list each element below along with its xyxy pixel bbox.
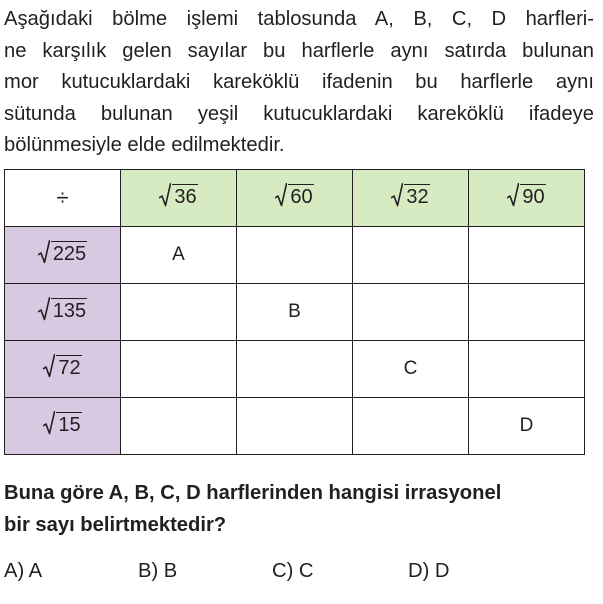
division-icon: ÷ <box>56 185 69 210</box>
question-line: Buna göre A, B, C, D harflerinden hangisi irrasyonel <box>4 482 502 504</box>
table-cell <box>237 284 353 341</box>
radical-icon <box>507 183 519 207</box>
table-cell <box>469 227 585 284</box>
square-root-expression <box>507 183 545 207</box>
row-header-cell <box>5 227 121 284</box>
radical-icon <box>391 183 403 207</box>
table-cell <box>469 398 585 455</box>
row-header-cell <box>5 284 121 341</box>
column-header-cell <box>121 170 237 227</box>
row-header-cell <box>5 398 121 455</box>
square-root-expression <box>275 183 313 207</box>
radical-icon <box>43 411 55 435</box>
table-header-row <box>5 170 585 227</box>
table-row <box>5 284 585 341</box>
table-cell <box>469 341 585 398</box>
column-header-cell <box>353 170 469 227</box>
problem-line: bölünmesiyle elde edilmektedir. <box>4 134 285 156</box>
answer-options <box>4 560 594 590</box>
cell-letter: D <box>519 415 534 436</box>
radicand: 90 <box>522 186 545 208</box>
square-root-expression <box>38 240 87 264</box>
table-cell <box>353 227 469 284</box>
table-cell <box>121 227 237 284</box>
cell-letter: C <box>403 358 418 379</box>
radicand: 72 <box>58 357 81 379</box>
table-cell <box>121 398 237 455</box>
question-line: bir sayı belirtmektedir? <box>4 513 227 536</box>
option-b[interactable]: B) B <box>138 560 178 582</box>
table-cell <box>121 284 237 341</box>
option-d[interactable]: D) D <box>408 560 450 582</box>
radicand: 60 <box>290 186 313 208</box>
option-a[interactable]: A) A <box>4 560 43 582</box>
radical-icon <box>275 183 287 207</box>
radical-icon <box>43 354 55 378</box>
radical-icon <box>38 240 50 264</box>
question-text <box>4 478 594 541</box>
radical-icon <box>159 183 171 207</box>
column-header-cell <box>237 170 353 227</box>
table-cell <box>353 398 469 455</box>
square-root-expression <box>43 354 81 378</box>
square-root-expression <box>391 183 429 207</box>
table-cell <box>237 398 353 455</box>
column-header-cell <box>469 170 585 227</box>
cell-letter: B <box>288 301 301 322</box>
table-cell <box>237 341 353 398</box>
table-cell <box>353 341 469 398</box>
square-root-expression <box>159 183 197 207</box>
radicand: 15 <box>58 414 81 436</box>
problem-line: Aşağıdaki bölme işlemi tablosunda A, B, C, D harfleri- <box>4 8 594 30</box>
table-cell <box>353 284 469 341</box>
problem-line: mor kutucuklardaki kareköklü ifadenin bu harflerle aynı <box>4 71 594 93</box>
radicand: 135 <box>52 300 87 322</box>
problem-line: ne karşılık gelen sayılar bu harflerle aynı satırda bulunan <box>4 39 594 62</box>
radicand: 36 <box>174 186 197 208</box>
division-table <box>4 169 585 455</box>
table-row <box>5 398 585 455</box>
division-operator-cell <box>5 170 121 227</box>
table-cell <box>469 284 585 341</box>
radicand: 32 <box>406 186 429 208</box>
radical-icon <box>38 297 50 321</box>
option-c[interactable]: C) C <box>272 560 314 582</box>
cell-letter: A <box>172 244 185 265</box>
problem-statement <box>4 4 594 162</box>
problem-line: sütunda bulunan yeşil kutucuklardaki kareköklü ifadeye <box>4 102 594 125</box>
table-cell <box>237 227 353 284</box>
table-row <box>5 341 585 398</box>
radicand: 225 <box>52 243 87 265</box>
row-header-cell <box>5 341 121 398</box>
table-row <box>5 227 585 284</box>
table-cell <box>121 341 237 398</box>
square-root-expression <box>38 297 87 321</box>
square-root-expression <box>43 411 81 435</box>
